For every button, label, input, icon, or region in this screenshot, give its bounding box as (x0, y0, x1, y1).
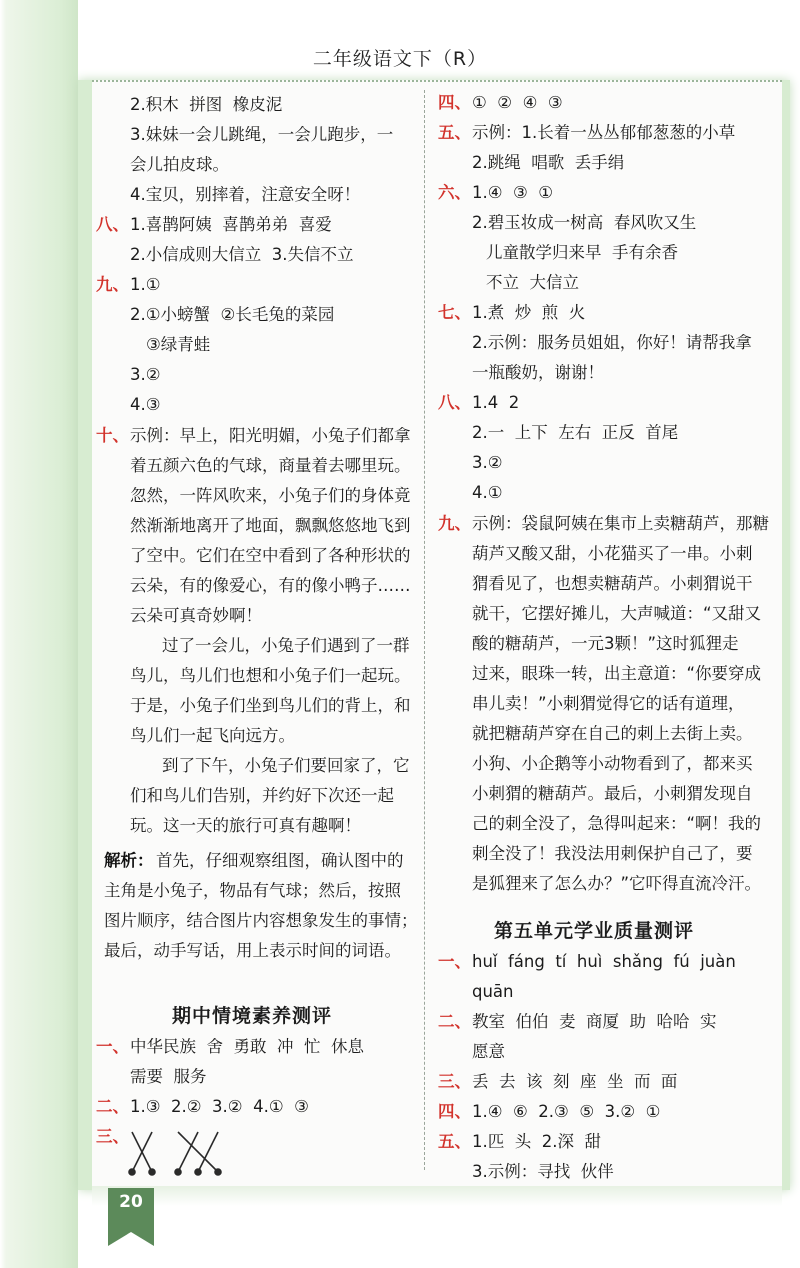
answer-line: ① ② ④ ③ (472, 93, 563, 112)
answer-line: 1.④ ③ ① (472, 183, 554, 202)
question-number: 三、 (438, 1072, 471, 1091)
answer-line: 鸟儿们一起飞向远方。 (130, 726, 295, 745)
bottom-shadow (92, 1186, 782, 1206)
answer-line: 3.示例：寻找 伙伴 (472, 1162, 614, 1181)
answer-line: 过来，眼珠一转，出主意道：“你要穿成 (472, 664, 762, 683)
answer-line: 酸的糖葫芦，一元3颗！”这时狐狸走 (472, 634, 739, 653)
answer-line: ③绿青蛙 (146, 335, 211, 354)
answer-line: 刺全没了！我没法用刺保护自己了，要 (472, 844, 753, 863)
answer-line: 2.一 上下 左右 正反 首尾 (472, 423, 679, 442)
answer-line: 云朵，有的像爱心，有的像小鸭子…… (130, 576, 411, 595)
answer-line: 们和鸟儿们告别，并约好下次还一起 (130, 786, 394, 805)
answer-line: 猬看见了，也想卖糖葫芦。小刺猬说干 (472, 574, 753, 593)
answer-line: 2.积木 拼图 橡皮泥 (130, 95, 283, 114)
answer-line: 1.③ 2.② 3.② 4.① ③ (130, 1097, 309, 1116)
answer-line: huǐ fáng tí huì shǎng fú juàn (472, 952, 736, 971)
question-number: 九、 (96, 275, 129, 294)
answer-line: 4.宝贝，别摔着，注意安全呀！ (130, 185, 361, 204)
answer-line: 4.① (472, 483, 503, 502)
answer-line: 愿意 (472, 1042, 505, 1061)
answer-line: 云朵可真奇妙啊！ (130, 606, 262, 625)
answer-line: 串儿卖！”小刺猬觉得它的话有道理， (472, 694, 745, 713)
answer-line: 1.① (130, 275, 161, 294)
answer-line: 小刺猬的糖葫芦。最后，小刺猬发现自 (472, 784, 753, 803)
answer-line: 需要 服务 (130, 1067, 207, 1086)
answer-line: 教室 伯伯 麦 商厦 助 哈哈 实 (472, 1012, 717, 1031)
left-section-title: 期中情境素养测评 (172, 1005, 333, 1027)
answer-line: 丢 去 该 刻 座 坐 而 面 (472, 1072, 678, 1091)
answer-line: 示例：袋鼠阿姨在集市上卖糖葫芦，那糖 (472, 514, 769, 533)
matching-lines-figure (126, 1128, 226, 1180)
answer-line: 最后，动手写话，用上表示时间的词语。 (104, 941, 401, 960)
question-number: 一、 (438, 952, 471, 971)
answer-line: 示例：早上，阳光明媚，小兔子们都拿 (130, 426, 411, 445)
answer-line: 于是，小兔子们坐到鸟儿们的背上，和 (130, 696, 411, 715)
answer-line: 了空中。它们在空中看到了各种形状的 (130, 546, 411, 565)
answer-line: 是狐狸来了怎么办？”它吓得直流冷汗。 (472, 874, 762, 893)
answer-line: 1.喜鹊阿姨 喜鹊弟弟 喜爱 (130, 215, 332, 234)
question-number: 四、 (438, 93, 471, 112)
question-number: 二、 (438, 1012, 471, 1031)
answer-line: 4.③ (130, 395, 161, 414)
question-number: 十、 (96, 426, 129, 445)
answer-line: 己的刺全没了，急得叫起来：“啊！我的 (472, 814, 762, 833)
answer-line: 中华民族 舍 勇敢 冲 忙 休息 (130, 1037, 364, 1056)
answer-line: 玩。这一天的旅行可真有趣啊！ (130, 816, 361, 835)
answer-line: 3.② (130, 365, 161, 384)
question-number: 六、 (438, 183, 471, 202)
answer-line: 2.碧玉妆成一树高 春风吹又生 (472, 213, 697, 232)
answer-line: 然渐渐地离开了地面，飘飘悠悠地飞到 (130, 516, 411, 535)
answer-line: 忽然，一阵风吹来，小兔子们的身体竟 (130, 486, 411, 505)
answer-line: 图片顺序，结合图片内容想象发生的事情； (104, 911, 418, 930)
column-divider (424, 90, 425, 1170)
answer-line: 3.妹妹一会儿跳绳，一会儿跑步，一 (130, 125, 394, 144)
answer-line: 一瓶酸奶，谢谢！ (472, 363, 604, 382)
question-number: 八、 (96, 215, 129, 234)
page-number: 20 (119, 1192, 143, 1212)
answer-line: 到了下午，小兔子们要回家了，它 (162, 756, 410, 775)
answer-line: 1.匹 头 2.深 甜 (472, 1132, 601, 1151)
answer-line: 葫芦又酸又甜，小花猫买了一串。小刺 (472, 544, 753, 563)
answer-line: 不立 大信立 (486, 273, 579, 292)
answer-line: 小狗、小企鹅等小动物看到了，都来买 (472, 754, 753, 773)
answer-line: 2.①小螃蟹 ②长毛兔的菜园 (130, 305, 335, 324)
answer-line: 着五颜六色的气球，商量着去哪里玩。 (130, 456, 411, 475)
question-number: 五、 (438, 123, 471, 142)
answer-line: 2.小信成则大信立 3.失信不立 (130, 245, 354, 264)
answer-line: 鸟儿，鸟儿们也想和小兔子们一起玩。 (130, 666, 411, 685)
page-header: 二年级语文下（R） (312, 48, 488, 70)
answer-line: 就把糖葫芦穿在自己的刺上去街上卖。 (472, 724, 753, 743)
question-number: 解析： (104, 851, 154, 870)
answer-line: 过了一会儿，小兔子们遇到了一群 (162, 636, 410, 655)
right-section-title: 第五单元学业质量测评 (494, 920, 695, 942)
question-number: 七、 (438, 303, 471, 322)
answer-line: 主角是小兔子，物品有气球；然后，按照 (104, 881, 401, 900)
question-number: 八、 (438, 393, 471, 412)
question-number: 五、 (438, 1132, 471, 1151)
answer-line: quān (472, 982, 514, 1001)
answer-line: 儿童散学归来早 手有余香 (486, 243, 678, 262)
answer-line: 会儿拍皮球。 (130, 155, 229, 174)
question-number: 四、 (438, 1102, 471, 1121)
question-number: 一、 (96, 1037, 129, 1056)
answer-line: 示例：1.长着一丛丛郁郁葱葱的小草 (472, 123, 736, 142)
answer-line: 2.跳绳 唱歌 丢手绢 (472, 153, 625, 172)
answer-line: 1.④ ⑥ 2.③ ⑤ 3.② ① (472, 1102, 661, 1121)
answer-line: 就干，它摆好摊儿，大声喊道：“又甜又 (472, 604, 762, 623)
left-edge-band (0, 0, 78, 1268)
answer-line: 1.4 2 (472, 393, 520, 412)
question-number: 三、 (96, 1127, 129, 1146)
question-number: 九、 (438, 514, 471, 533)
answer-line: 1.煮 炒 煎 火 (472, 303, 586, 322)
answer-line: 首先，仔细观察组图，确认图中的 (156, 851, 404, 870)
answer-line: 3.② (472, 453, 503, 472)
answer-line: 2.示例：服务员姐姐，你好！请帮我拿 (472, 333, 752, 352)
question-number: 二、 (96, 1097, 129, 1116)
